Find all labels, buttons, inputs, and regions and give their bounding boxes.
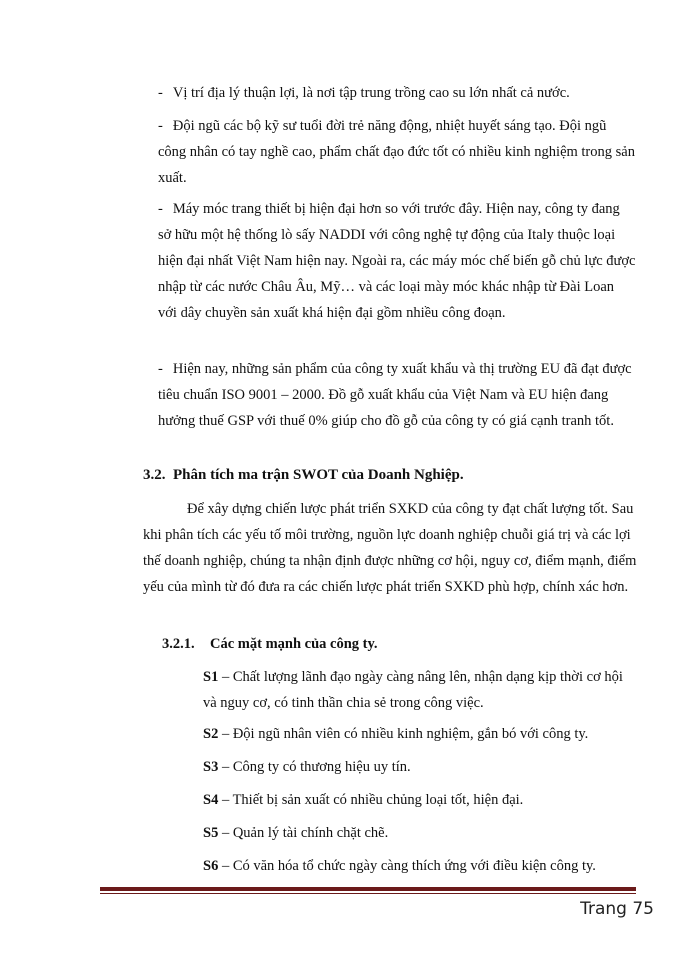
- section-number: 3.2.: [143, 467, 166, 483]
- bullet-item: [158, 356, 636, 434]
- bullet-dash: -: [158, 361, 163, 377]
- footer-rule-thin: [100, 893, 636, 894]
- strength-text: – Chất lượng lãnh đạo ngày càng nâng lên, nhận dạng kịp thời cơ hội và nguy cơ, có tinh thần chia sẻ trong công việc.: [203, 669, 623, 711]
- strength-code: S4: [203, 792, 219, 808]
- bullet-text: Đội ngũ các bộ kỹ sư tuổi đời trẻ năng động, nhiệt huyết sáng tạo. Đội ngũ công nhân có tay nghề cao, phẩm chất đạo đức tốt có nhiều kinh nghiệm trong sản xuất.: [158, 118, 635, 186]
- bullet-item: [158, 80, 636, 106]
- strength-code: S5: [203, 825, 219, 841]
- subsection-heading: [162, 636, 378, 653]
- strength-item: [203, 820, 638, 846]
- strength-text: – Có văn hóa tổ chức ngày càng thích ứng với điều kiện công ty.: [218, 858, 596, 874]
- strength-item: [203, 787, 638, 813]
- strength-text: – Thiết bị sản xuất có nhiều chủng loại tốt, hiện đại.: [218, 792, 524, 808]
- bullet-dash: -: [158, 85, 163, 101]
- strength-code: S2: [203, 726, 219, 742]
- strength-text: – Đội ngũ nhân viên có nhiều kinh nghiệm, gắn bó với công ty.: [218, 726, 589, 742]
- subsection-title: Các mặt mạnh của công ty.: [210, 636, 378, 652]
- footer-rule: [100, 887, 636, 891]
- bullet-item: [158, 196, 636, 326]
- strength-item: [203, 853, 638, 879]
- strength-code: S1: [203, 669, 219, 685]
- strength-code: S3: [203, 759, 219, 775]
- intro-paragraph: [143, 496, 638, 600]
- bullet-dash: -: [158, 118, 163, 134]
- bullet-text: Vị trí địa lý thuận lợi, là nơi tập trung trồng cao su lớn nhất cả nước.: [172, 85, 570, 101]
- bullet-text: Hiện nay, những sản phẩm của công ty xuất khẩu và thị trường EU đã đạt được tiêu chuẩn ISO 9001 – 2000. Đồ gỗ xuất khẩu của Việt Nam và EU hiện đang hưởng thuế GSP với thuế 0% giúp cho đồ gỗ của công ty có giá cạnh tranh tốt.: [158, 361, 632, 429]
- bullet-item: [158, 113, 636, 191]
- intro-text: Để xây dựng chiến lược phát triển SXKD của công ty đạt chất lượng tốt. Sau khi phân tích các yếu tố môi trường, nguồn lực doanh nghiệp chuỗi giá trị và các lợi thế doanh nghiệp, chúng ta nhận định được những cơ hội, nguy cơ, điểm mạnh, điểm yếu của mình từ đó đưa ra các chiến lược phát triển SXKD phù hợp, chính xác hơn.: [143, 501, 637, 595]
- strength-text: – Quản lý tài chính chặt chẽ.: [218, 825, 389, 841]
- bullet-dash: -: [158, 201, 163, 217]
- strength-item: [203, 721, 638, 747]
- strength-item: [203, 664, 638, 716]
- bullet-text: Máy móc trang thiết bị hiện đại hơn so với trước đây. Hiện nay, công ty đang sở hữu một hệ thống lò sấy NADDI với công nghệ tự động của Italy thuộc loại hiện đại nhất Việt Nam hiện nay. Ngoài ra, các máy móc chế biến gỗ chủ lực được nhập từ các nước Châu Âu, Mỹ… và các loại mày móc khác nhập từ Đài Loan với dây chuyền sản xuất khá hiện đại gồm nhiều công đoạn.: [158, 201, 636, 321]
- strength-text: – Công ty có thương hiệu uy tín.: [218, 759, 411, 775]
- section-title: Phân tích ma trận SWOT của Doanh Nghiệp.: [173, 467, 464, 483]
- page-number: Trang 75: [580, 899, 654, 919]
- section-heading: [143, 467, 464, 484]
- subsection-number: 3.2.1.: [162, 636, 195, 652]
- strength-item: [203, 754, 638, 780]
- strength-code: S6: [203, 858, 219, 874]
